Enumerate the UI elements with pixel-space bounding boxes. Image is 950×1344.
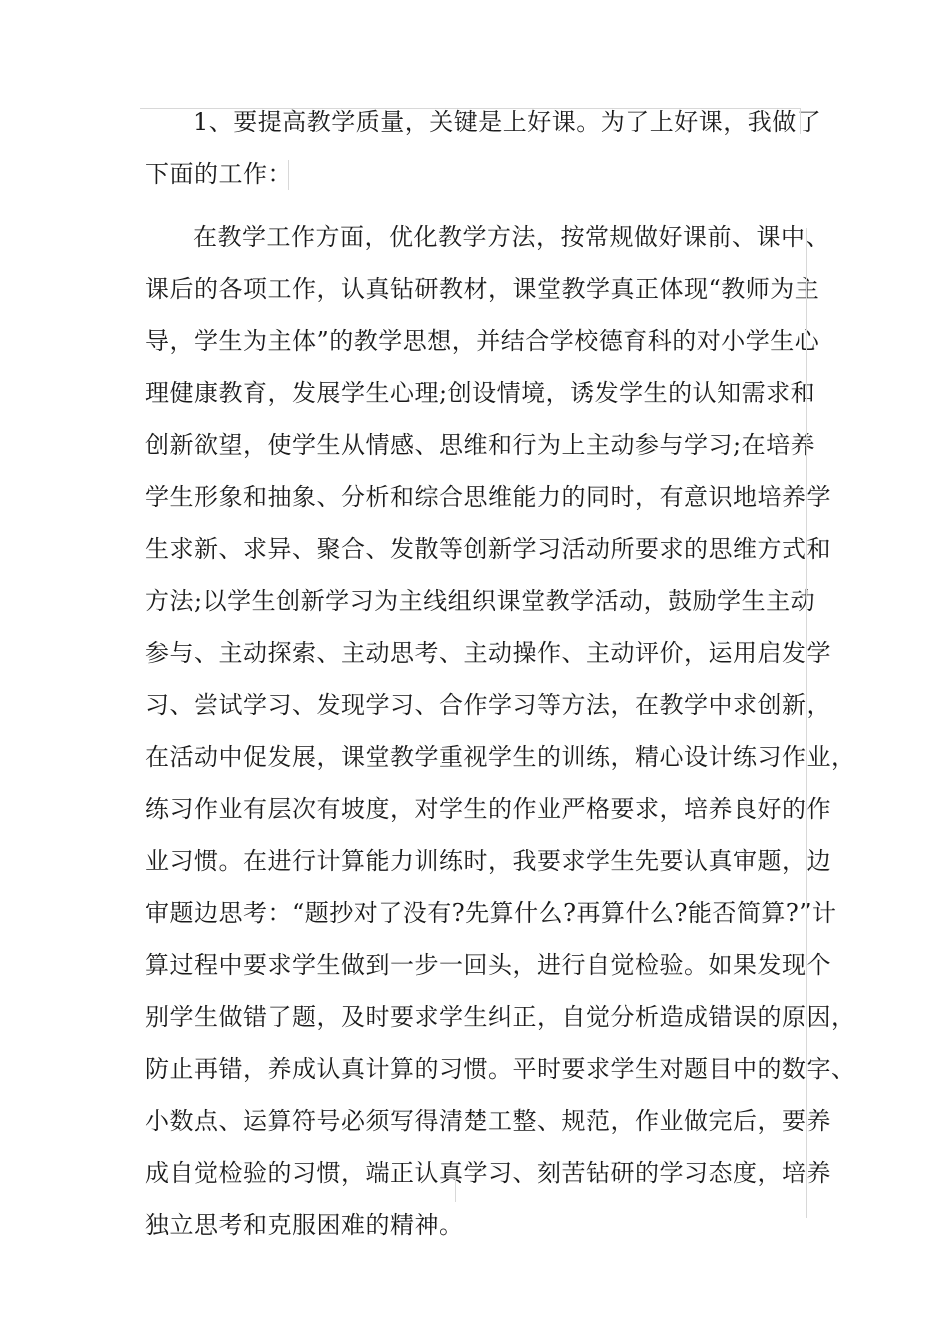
paragraph-2-line-5: 创新欲望，使学生从情感、思维和行为上主动参与学习;在培养 [145,431,816,459]
paragraph-2-line-14: 审题边思考：“题抄对了没有?先算什么?再算什么?能否简算?”计 [145,899,837,927]
paragraph-2-line-9: 参与、主动探索、主动思考、主动操作、主动评价，运用启发学 [145,639,831,667]
frame-mark [140,108,800,109]
paragraph-2-line-7: 生求新、求异、聚合、发散等创新学习活动所要求的思维方式和 [145,535,831,563]
paragraph-2-line-1: 在教学工作方面，优化教学方法，按常规做好课前、课中、 [193,223,830,251]
paragraph-2-line-18: 小数点、运算符号必须写得清楚工整、规范，作业做完后，要养 [145,1107,831,1135]
paragraph-2-line-10: 习、尝试学习、发现学习、合作学习等方法，在教学中求创新， [145,691,831,719]
paragraph-2-line-15: 算过程中要求学生做到一步一回头，进行自觉检验。如果发现个 [145,951,831,979]
frame-mark [806,228,807,1218]
frame-mark [800,108,801,134]
paragraph-2-line-16: 别学生做错了题，及时要求学生纠正，自觉分析造成错误的原因， [145,1003,856,1031]
paragraph-2-line-4: 理健康教育，发展学生心理;创设情境，诱发学生的认知需求和 [145,379,816,407]
paragraph-1-line-2: 下面的工作： [145,160,292,188]
paragraph-2-line-13: 业习惯。在进行计算能力训练时，我要求学生先要认真审题，边 [145,847,831,875]
paragraph-2-line-20: 独立思考和克服困难的精神。 [145,1211,464,1239]
frame-mark [455,1176,456,1202]
frame-mark [288,160,289,190]
paragraph-2-line-6: 学生形象和抽象、分析和综合思维能力的同时，有意识地培养学 [145,483,831,511]
paragraph-2-line-8: 方法;以学生创新学习为主线组织课堂教学活动，鼓励学生主动 [145,587,816,615]
paragraph-2-line-11: 在活动中促发展，课堂教学重视学生的训练，精心设计练习作业， [145,743,856,771]
paragraph-2-line-19: 成自觉检验的习惯，端正认真学习、刻苦钻研的学习态度，培养 [145,1159,831,1187]
paragraph-2-line-2: 课后的各项工作，认真钻研教材，课堂教学真正体现“教师为主 [145,275,820,303]
paragraph-2-line-17: 防止再错，养成认真计算的习惯。平时要求学生对题目中的数字、 [145,1055,856,1083]
paragraph-1-line-1: 1、要提高教学质量，关键是上好课。为了上好课，我做了 [193,108,822,136]
paragraph-2-line-12: 练习作业有层次有坡度，对学生的作业严格要求，培养良好的作 [145,795,831,823]
paragraph-2-line-3: 导，学生为主体”的教学思想，并结合学校德育科的对小学生心 [145,327,820,355]
